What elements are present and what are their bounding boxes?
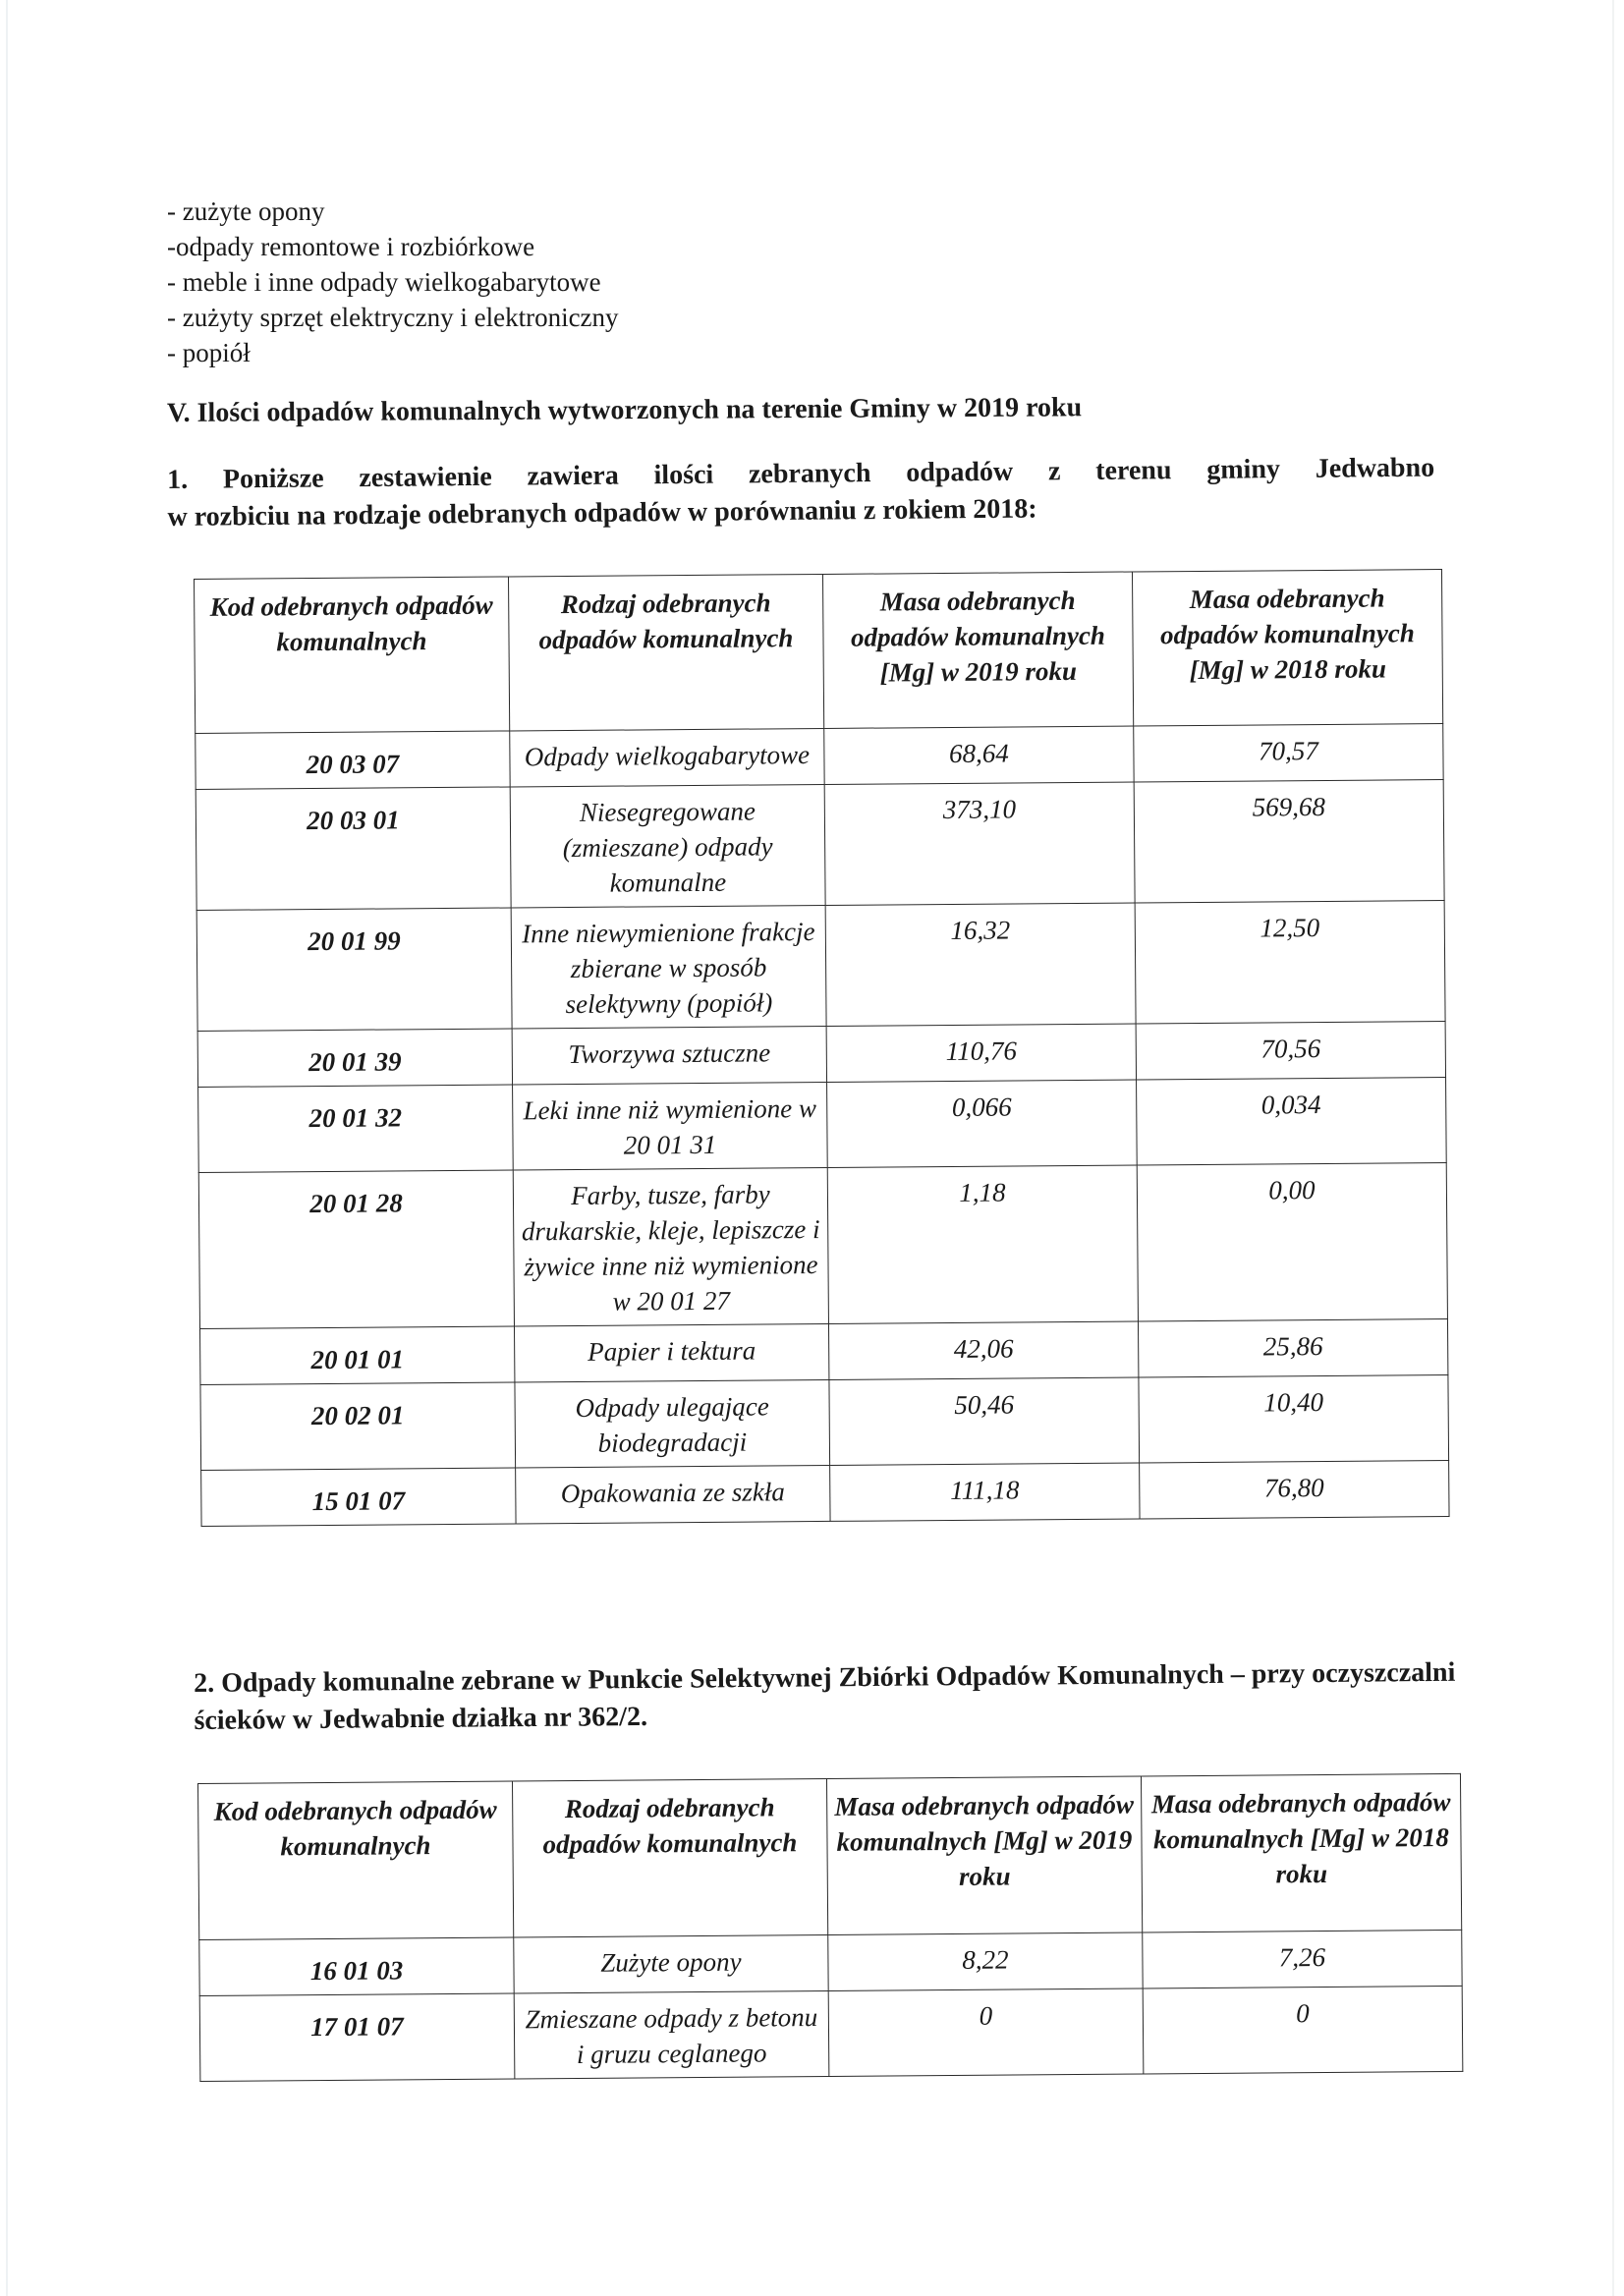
header-mass-2019: Masa odebranych odpadów komunalnych [Mg] w 2019 roku <box>822 572 1133 728</box>
section1-intro-line2: w rozbiciu na rodzaje odebranych odpadów w porównaniu z rokiem 2018: <box>167 493 1037 532</box>
list-item: - zużyte opony <box>167 196 325 226</box>
mass-2019-cell: 42,06 <box>828 1321 1138 1379</box>
header-mass-2018: Masa odebranych odpadów komunalnych [Mg] w 2018 roku <box>1132 570 1442 726</box>
waste-kind-cell: Leki inne niż wymienione w 20 01 31 <box>513 1082 828 1170</box>
waste-code-cell: 20 03 07 <box>196 731 510 790</box>
header-mass-2018: Masa odebranych odpadów komunalnych [Mg] w 2018 roku <box>1141 1773 1461 1932</box>
waste-code-cell: 20 03 01 <box>196 787 511 911</box>
waste-kind-cell: Tworzywa sztuczne <box>512 1026 826 1085</box>
waste-kind-cell: Zmieszane odpady z betonu i gruzu ceglanego <box>514 1990 829 2079</box>
list-item: - popiół <box>167 338 251 367</box>
table-body <box>199 1930 1463 2081</box>
mass-2018-cell: 76,80 <box>1140 1460 1449 1518</box>
waste-code-cell: 20 01 32 <box>198 1085 514 1173</box>
mass-2018-cell: 25,86 <box>1138 1318 1447 1376</box>
pszok-waste-table <box>197 1773 1463 2082</box>
mass-2019-cell: 1,18 <box>827 1165 1138 1323</box>
list-item: - meble i inne odpady wielkogabarytowe <box>167 267 601 297</box>
header-code: Kod odebranych odpadów komunalnych <box>198 1781 514 1940</box>
waste-kind-cell: Farby, tusze, farby drukarskie, kleje, lepiszcze i żywice inne niż wymienione w 20 01 27 <box>513 1167 828 1326</box>
mass-2018-cell: 0 <box>1143 1986 1463 2074</box>
waste-code-cell: 17 01 07 <box>199 1993 515 2082</box>
mass-2019-cell: 8,22 <box>828 1932 1143 1991</box>
mass-2018-cell: 0,034 <box>1137 1078 1447 1165</box>
mass-2018-cell: 70,57 <box>1134 724 1443 782</box>
scan-edge-left <box>6 0 8 2296</box>
mass-2018-cell: 70,56 <box>1136 1022 1445 1080</box>
table-row <box>200 1374 1449 1470</box>
header-mass-2019: Masa odebranych odpadów komunalnych [Mg] w 2019 roku <box>826 1776 1142 1935</box>
waste-code-cell: 20 01 01 <box>199 1326 514 1385</box>
mass-2018-cell: 12,50 <box>1135 901 1445 1024</box>
header-code: Kod odebranych odpadów komunalnych <box>195 577 510 734</box>
waste-code-cell: 20 02 01 <box>200 1382 516 1471</box>
mass-2019-cell: 68,64 <box>824 726 1134 784</box>
waste-code-cell: 15 01 07 <box>201 1468 516 1527</box>
mass-2018-cell: 7,26 <box>1143 1930 1462 1988</box>
scan-edge-right <box>1612 0 1614 2296</box>
table-row <box>196 724 1443 790</box>
mass-2019-cell: 373,10 <box>824 782 1135 905</box>
mass-2019-cell: 111,18 <box>830 1463 1140 1521</box>
waste-kind-cell: Odpady ulegające biodegradacji <box>515 1379 830 1468</box>
waste-kind-cell: Odpady wielkogabarytowe <box>510 728 824 787</box>
section2-intro: 2. Odpady komunalne zebrane w Punkcie Selektywnej Zbiórki Odpadów Komunalnych – przy oczyszczalni ścieków w Jedwabnie działka nr 362/2. <box>194 1656 1456 1736</box>
section-heading: V. Ilości odpadów komunalnych wytworzonych na terenie Gminy w 2019 roku <box>166 392 1083 428</box>
list-item: -odpady remontowe i rozbiórkowe <box>167 232 535 261</box>
table-row <box>199 1930 1462 1995</box>
header-kind: Rodzaj odebranych odpadów komunalnych <box>508 574 823 731</box>
table-header-row <box>195 570 1443 734</box>
header-kind: Rodzaj odebranych odpadów komunalnych <box>512 1778 827 1937</box>
table-header-row <box>198 1773 1462 1939</box>
waste-kind-cell: Niesegregowane (zmieszane) odpady komunalne <box>510 784 825 908</box>
waste-kind-cell: Zużyte opony <box>514 1934 828 1993</box>
mass-2019-cell: 110,76 <box>826 1024 1136 1082</box>
waste-code-cell: 20 01 28 <box>198 1170 514 1329</box>
mass-2019-cell: 16,32 <box>825 903 1136 1026</box>
list-item: - zużyty sprzęt elektryczny i elektroniczny <box>167 303 619 332</box>
mass-2019-cell: 50,46 <box>829 1377 1140 1465</box>
table-row <box>197 1022 1445 1088</box>
waste-code-cell: 16 01 03 <box>199 1937 514 1996</box>
table-row <box>201 1460 1449 1526</box>
table-row <box>198 1163 1447 1329</box>
waste-kind-cell: Papier i tektura <box>514 1323 828 1382</box>
table-row <box>196 901 1445 1032</box>
mass-2018-cell: 569,68 <box>1134 780 1444 903</box>
table-row <box>198 1078 1447 1173</box>
waste-code-cell: 20 01 39 <box>197 1029 512 1088</box>
mass-2019-cell: 0,066 <box>827 1080 1138 1167</box>
table-row <box>199 1986 1463 2081</box>
section1-intro-line1: 1. Poniższe zestawienie zawiera ilości zebranych odpadów z terenu gminy Jedwabno <box>167 452 1435 495</box>
table-row <box>196 780 1444 911</box>
mass-2018-cell: 10,40 <box>1139 1374 1449 1462</box>
mass-2018-cell: 0,00 <box>1137 1163 1447 1321</box>
waste-kind-cell: Opakowania ze szkła <box>516 1465 830 1524</box>
table-body <box>196 724 1449 1527</box>
waste-types-list <box>167 194 619 370</box>
mass-2019-cell: 0 <box>828 1988 1144 2077</box>
waste-code-cell: 20 01 99 <box>196 908 512 1032</box>
table-row <box>199 1318 1447 1384</box>
waste-kind-cell: Inne niewymienione frakcje zbierane w sposób selektywny (popiół) <box>511 905 826 1029</box>
waste-collected-table <box>194 569 1450 1527</box>
section1-intro <box>167 450 1435 536</box>
